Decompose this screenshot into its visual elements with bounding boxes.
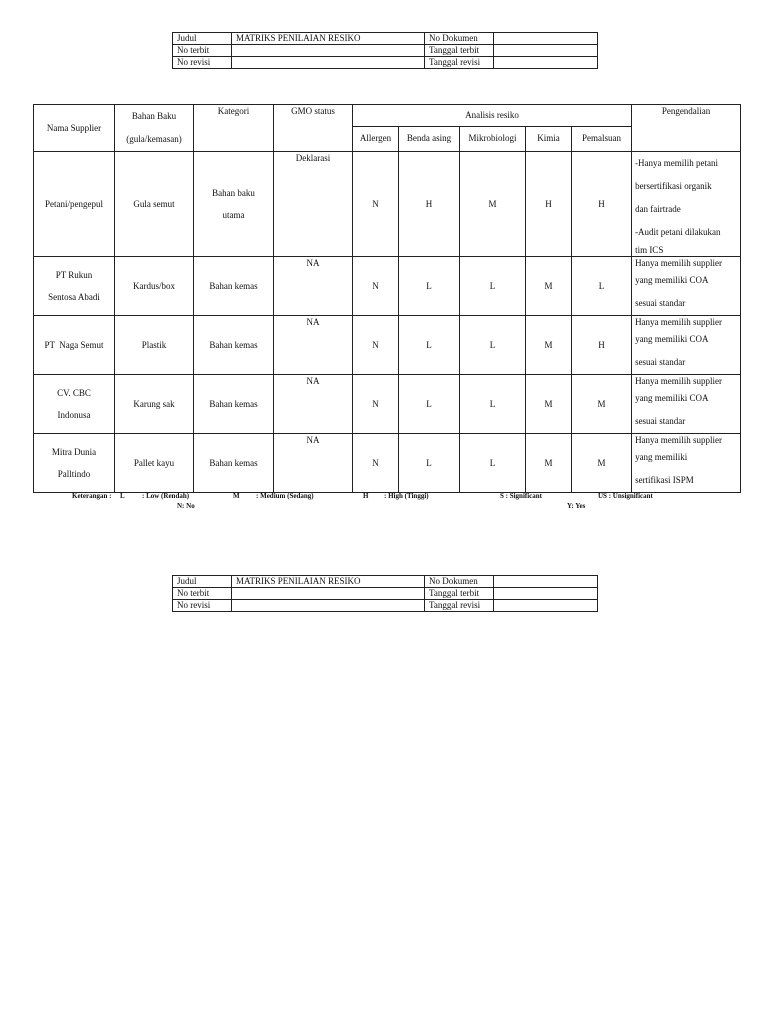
col-allergen: Allergen [353, 126, 399, 151]
kategori-line2: utama [222, 210, 245, 220]
supplier-name [34, 434, 115, 493]
kategori: Bahan kemas [194, 316, 274, 375]
bahan-baku: Pallet kayu [115, 434, 194, 493]
mikrobiologi-rating: L [460, 375, 526, 434]
judul-label: Judul [173, 33, 232, 45]
supplier-name-line1: Mitra Dunia [51, 447, 97, 457]
pengendalian-line: Hanya memilih supplier [635, 376, 723, 386]
tanggal-revisi-value [494, 57, 598, 69]
no-terbit-value [232, 588, 425, 600]
pengendalian-line: sesuai standar [635, 357, 686, 367]
benda-asing-rating: H [399, 152, 460, 257]
col-kimia: Kimia [526, 126, 572, 151]
allergen-rating: N [353, 152, 399, 257]
judul-value: MATRIKS PENILAIAN RESIKO [232, 576, 425, 588]
bahan-baku: Plastik [115, 316, 194, 375]
allergen-rating: N [353, 375, 399, 434]
legend-m-desc: : Medium (Sedang) [256, 492, 314, 500]
no-terbit-value [232, 45, 425, 57]
pemalsuan-rating: M [572, 375, 632, 434]
kimia-rating: M [526, 316, 572, 375]
pengendalian-line: -Audit petani dilakukan [635, 227, 721, 237]
allergen-rating: N [353, 434, 399, 493]
kategori: Bahan kemas [194, 257, 274, 316]
bahan-baku: Karung sak [115, 375, 194, 434]
pengendalian-line: yang memiliki COA [635, 275, 709, 285]
legend-l: L [120, 492, 125, 500]
legend-m: M [233, 492, 240, 500]
legend-h-desc: : High (Tinggi) [384, 492, 429, 500]
tanggal-terbit-value [494, 588, 598, 600]
pengendalian-line: -Hanya memilih petani [635, 158, 719, 168]
col-pengendalian: Pengendalian [632, 105, 741, 152]
tanggal-revisi-label: Tanggal revisi [425, 600, 494, 612]
judul-value: MATRIKS PENILAIAN RESIKO [232, 33, 425, 45]
tanggal-terbit-label: Tanggal terbit [425, 45, 494, 57]
col-kategori: Kategori [194, 105, 274, 152]
col-pemalsuan: Pemalsuan [572, 126, 632, 151]
no-revisi-value [232, 57, 425, 69]
legend-l-desc: : Low (Rendah) [142, 492, 190, 500]
no-dokumen-label: No Dokumen [425, 33, 494, 45]
tanggal-terbit-label: Tanggal terbit [425, 588, 494, 600]
benda-asing-rating: L [399, 257, 460, 316]
mikrobiologi-rating: L [460, 434, 526, 493]
gmo-status: Deklarasi [274, 152, 353, 257]
kategori [194, 152, 274, 257]
gmo-status: NA [274, 257, 353, 316]
benda-asing-rating: L [399, 316, 460, 375]
supplier-name-line1: CV. CBC [57, 388, 91, 398]
mikrobiologi-rating: M [460, 152, 526, 257]
no-revisi-label: No revisi [173, 57, 232, 69]
gmo-status: NA [274, 375, 353, 434]
kimia-rating: M [526, 434, 572, 493]
table-row [34, 152, 741, 257]
document-header-bottom [172, 575, 598, 612]
gmo-status: NA [274, 434, 353, 493]
pengendalian-line: Hanya memilih supplier [635, 258, 723, 268]
kimia-rating: H [526, 152, 572, 257]
no-dokumen-value [494, 33, 598, 45]
col-bahan-baku [115, 105, 194, 152]
pengendalian-line: sesuai standar [635, 298, 686, 308]
pemalsuan-rating: M [572, 434, 632, 493]
col-bahan-baku-line2: (gula/kemasan) [126, 134, 182, 144]
pengendalian [632, 375, 741, 434]
kategori: Bahan kemas [194, 434, 274, 493]
bahan-baku: Gula semut [115, 152, 194, 257]
no-revisi-value [232, 600, 425, 612]
pengendalian-line: yang memiliki COA [635, 334, 709, 344]
tanggal-revisi-label: Tanggal revisi [425, 57, 494, 69]
pengendalian-line: sesuai standar [635, 416, 686, 426]
allergen-rating: N [353, 316, 399, 375]
legend-n-desc: N: No [177, 502, 195, 510]
pengendalian-line: yang memiliki [635, 452, 688, 462]
pengendalian-line: bersertifikasi organik [635, 181, 712, 191]
no-dokumen-label: No Dokumen [425, 576, 494, 588]
allergen-rating: N [353, 257, 399, 316]
tanggal-terbit-value [494, 45, 598, 57]
mikrobiologi-rating: L [460, 316, 526, 375]
pengendalian [632, 434, 741, 493]
kategori: Bahan kemas [194, 375, 274, 434]
pengendalian-line: Hanya memilih supplier [635, 435, 723, 445]
no-dokumen-value [494, 576, 598, 588]
supplier-name [34, 257, 115, 316]
pengendalian-line: yang memiliki COA [635, 393, 709, 403]
no-terbit-label: No terbit [173, 45, 232, 57]
pemalsuan-rating: H [572, 152, 632, 257]
table-row [34, 434, 741, 493]
pengendalian-line: Hanya memilih supplier [635, 317, 723, 327]
col-analisis-resiko: Analisis resiko [353, 105, 632, 127]
gmo-status: NA [274, 316, 353, 375]
supplier-name [34, 375, 115, 434]
document-header-top [172, 32, 598, 69]
pengendalian-line: tim ICS [635, 245, 664, 255]
supplier-name-line2: Palltindo [57, 469, 91, 479]
table-row [34, 375, 741, 434]
legend-h: H [363, 492, 369, 500]
pengendalian [632, 316, 741, 375]
col-bahan-baku-line1: Bahan Baku [131, 111, 177, 121]
col-gmo-status: GMO status [274, 105, 353, 152]
benda-asing-rating: L [399, 434, 460, 493]
mikrobiologi-rating: L [460, 257, 526, 316]
tanggal-revisi-value [494, 600, 598, 612]
legend-s-desc: S : Significant [500, 492, 543, 500]
col-mikrobiologi: Mikrobiologi [460, 126, 526, 151]
legend [72, 492, 712, 512]
kimia-rating: M [526, 375, 572, 434]
no-revisi-label: No revisi [173, 600, 232, 612]
benda-asing-rating: L [399, 375, 460, 434]
supplier-name-line2: Indonusa [57, 410, 91, 420]
kimia-rating: M [526, 257, 572, 316]
supplier-name: Petani/pengepul [34, 152, 115, 257]
col-benda-asing: Benda asing [399, 126, 460, 151]
legend-keterangan: Keterangan : [72, 492, 112, 500]
risk-matrix-table [33, 104, 741, 493]
legend-y-desc: Y: Yes [567, 502, 586, 510]
pemalsuan-rating: H [572, 316, 632, 375]
table-row [34, 257, 741, 316]
pengendalian-line: dan fairtrade [635, 204, 681, 214]
supplier-name: PT Naga Semut [34, 316, 115, 375]
bahan-baku: Kardus/box [115, 257, 194, 316]
kategori-line1: Bahan baku [212, 188, 255, 198]
table-row [34, 316, 741, 375]
supplier-name-line1: PT Rukun [55, 270, 93, 280]
pengendalian [632, 257, 741, 316]
supplier-name-line2: Sentosa Abadi [48, 292, 100, 302]
pemalsuan-rating: L [572, 257, 632, 316]
pengendalian [632, 152, 741, 257]
no-terbit-label: No terbit [173, 588, 232, 600]
pengendalian-line: sertifikasi ISPM [635, 475, 694, 485]
legend-us-desc: US : Unsignificant [598, 492, 653, 500]
col-nama-supplier: Nama Supplier [34, 105, 115, 152]
judul-label: Judul [173, 576, 232, 588]
